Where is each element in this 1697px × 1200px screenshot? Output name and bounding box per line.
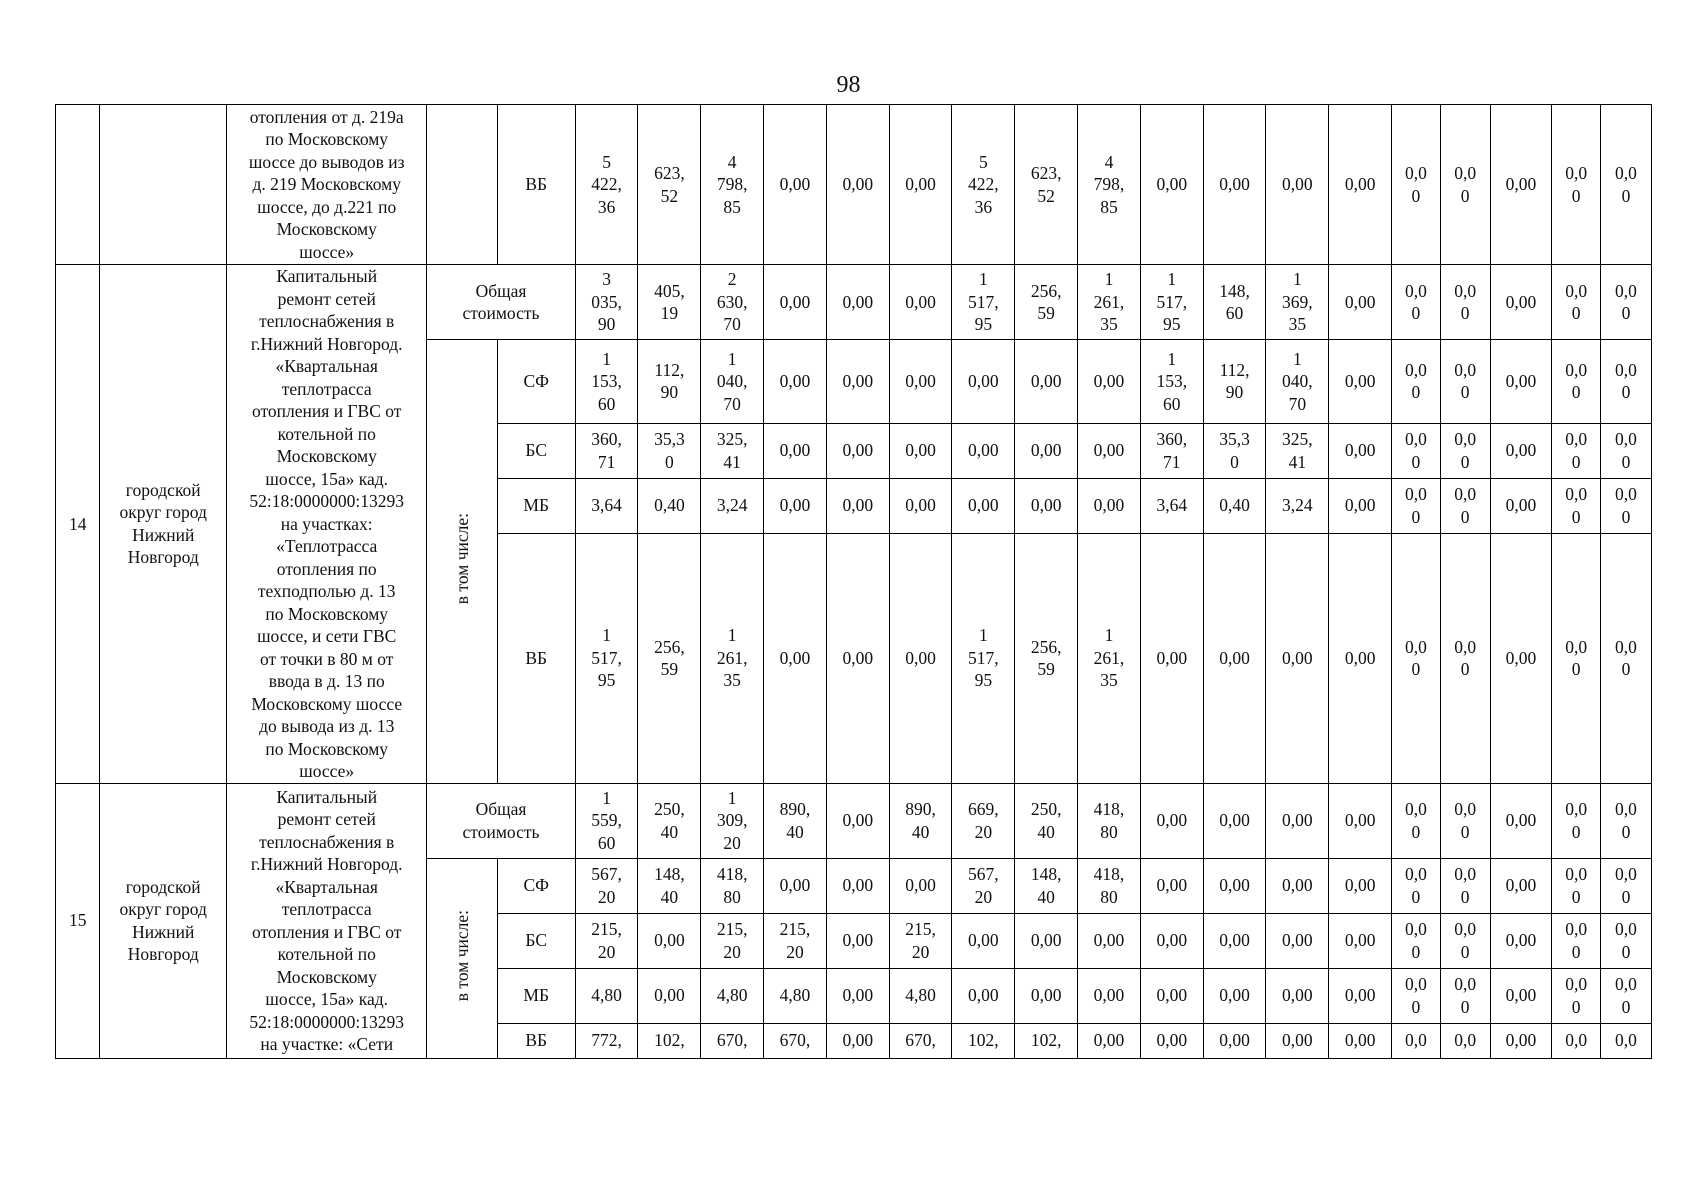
value-cell: 1 517, 95 — [1140, 265, 1203, 340]
value-cell: 0,00 — [952, 423, 1015, 478]
including-label-cell — [427, 858, 497, 1058]
funding-source-cell: БС — [497, 913, 575, 968]
value-cell: 890, 40 — [889, 783, 952, 858]
value-cell: 405, 19 — [638, 265, 701, 340]
value-cell: 0,00 — [1140, 105, 1203, 265]
value-cell: 0,00 — [826, 105, 889, 265]
value-cell: 0,0 0 — [1440, 478, 1490, 533]
value-cell: 1 517, 95 — [575, 533, 638, 783]
value-cell: 0,40 — [638, 478, 701, 533]
value-cell: 0,0 0 — [1392, 340, 1441, 424]
value-cell: 0,00 — [889, 105, 952, 265]
value-cell: 0,00 — [1266, 105, 1329, 265]
value-cell: 669, 20 — [952, 783, 1015, 858]
value-cell: 623, 52 — [638, 105, 701, 265]
table-body — [56, 105, 1652, 1059]
value-cell: 1 517, 95 — [952, 265, 1015, 340]
value-cell: 0,00 — [1266, 533, 1329, 783]
funding-source-cell: БС — [497, 423, 575, 478]
value-cell: 0,00 — [826, 478, 889, 533]
value-cell: 1 040, 70 — [701, 340, 764, 424]
value-cell: 0,00 — [1266, 858, 1329, 913]
value-cell: 0,00 — [826, 783, 889, 858]
value-cell: 148, 60 — [1203, 265, 1266, 340]
value-cell: 0,00 — [1329, 423, 1392, 478]
value-cell: 0,00 — [1490, 1023, 1552, 1058]
value-cell: 0,00 — [1490, 423, 1552, 478]
value-cell: 0,00 — [1490, 478, 1552, 533]
value-cell: 0,0 0 — [1552, 783, 1601, 858]
value-cell: 0,0 0 — [1552, 423, 1601, 478]
breakdown-label-cell — [427, 105, 497, 265]
value-cell: 0,00 — [889, 340, 952, 424]
value-cell: 0,0 0 — [1600, 478, 1651, 533]
value-cell: 418, 80 — [1078, 783, 1141, 858]
value-cell: 0,0 0 — [1552, 968, 1601, 1023]
value-cell: 0,00 — [1490, 858, 1552, 913]
value-cell: 1 261, 35 — [701, 533, 764, 783]
value-cell: 0,00 — [1140, 913, 1203, 968]
value-cell: 0,00 — [1140, 533, 1203, 783]
value-cell: 0,00 — [764, 478, 827, 533]
value-cell: 0,00 — [1140, 1023, 1203, 1058]
value-cell: 0,00 — [826, 423, 889, 478]
value-cell: 0,00 — [826, 913, 889, 968]
value-cell: 0,00 — [1203, 968, 1266, 1023]
value-cell: 4,80 — [701, 968, 764, 1023]
value-cell: 1 517, 95 — [952, 533, 1015, 783]
value-cell: 0,0 0 — [1552, 913, 1601, 968]
value-cell: 0,0 0 — [1552, 858, 1601, 913]
municipality-cell: городской округ город Нижний Новгород — [100, 783, 227, 1058]
value-cell: 0,00 — [1329, 105, 1392, 265]
value-cell: 3,24 — [701, 478, 764, 533]
value-cell: 325, 41 — [1266, 423, 1329, 478]
value-cell: 0,00 — [1203, 105, 1266, 265]
value-cell: 1 369, 35 — [1266, 265, 1329, 340]
value-cell: 0,00 — [1329, 340, 1392, 424]
value-cell: 0,00 — [1078, 1023, 1141, 1058]
value-cell: 5 422, 36 — [575, 105, 638, 265]
value-cell: 0,00 — [1490, 533, 1552, 783]
value-cell: 0,00 — [764, 423, 827, 478]
value-cell: 148, 40 — [1015, 858, 1078, 913]
value-cell: 1 559, 60 — [575, 783, 638, 858]
value-cell: 215, 20 — [575, 913, 638, 968]
value-cell: 5 422, 36 — [952, 105, 1015, 265]
value-cell: 0,0 0 — [1392, 968, 1441, 1023]
value-cell: 360, 71 — [575, 423, 638, 478]
value-cell: 0,0 0 — [1440, 340, 1490, 424]
value-cell: 0,0 — [1552, 1023, 1601, 1058]
value-cell: 0,0 0 — [1392, 478, 1441, 533]
value-cell: 0,00 — [1203, 913, 1266, 968]
total-cost-label-cell: Общая стоимость — [427, 783, 575, 858]
value-cell: 112, 90 — [1203, 340, 1266, 424]
value-cell: 0,00 — [1078, 968, 1141, 1023]
value-cell: 0,0 0 — [1392, 423, 1441, 478]
value-cell: 0,00 — [638, 968, 701, 1023]
value-cell: 360, 71 — [1140, 423, 1203, 478]
value-cell: 0,0 — [1392, 1023, 1441, 1058]
municipality-cell: городской округ город Нижний Новгород — [100, 265, 227, 784]
value-cell: 0,00 — [1078, 340, 1141, 424]
value-cell: 0,00 — [1078, 423, 1141, 478]
value-cell: 0,00 — [1329, 1023, 1392, 1058]
value-cell: 0,00 — [1329, 858, 1392, 913]
value-cell: 0,00 — [826, 858, 889, 913]
object-description-cell: Капитальный ремонт сетей теплоснабжения в г.Нижний Новгород. «Квартальная теплотрасса отопления и ГВС от котельной по Московскому шоссе, 15а» кад. 52:18:0000000:13293 на участке: «Сети — [227, 783, 427, 1058]
value-cell: 4,80 — [764, 968, 827, 1023]
table-row — [56, 783, 1652, 858]
value-cell: 0,00 — [1490, 340, 1552, 424]
value-cell: 0,00 — [1203, 858, 1266, 913]
value-cell: 148, 40 — [638, 858, 701, 913]
funding-source-cell: МБ — [497, 968, 575, 1023]
value-cell: 0,00 — [1015, 423, 1078, 478]
value-cell: 0,0 0 — [1600, 105, 1651, 265]
value-cell: 0,00 — [1329, 478, 1392, 533]
value-cell: 3,64 — [575, 478, 638, 533]
value-cell: 3,64 — [1140, 478, 1203, 533]
value-cell: 0,00 — [1329, 968, 1392, 1023]
value-cell: 0,0 0 — [1600, 265, 1651, 340]
value-cell: 0,0 0 — [1600, 783, 1651, 858]
value-cell: 0,00 — [1490, 783, 1552, 858]
funding-source-cell: ВБ — [497, 105, 575, 265]
value-cell: 1 153, 60 — [1140, 340, 1203, 424]
value-cell: 0,00 — [826, 340, 889, 424]
including-label: в том числе: — [451, 909, 472, 1001]
value-cell: 0,0 0 — [1440, 533, 1490, 783]
value-cell: 0,0 0 — [1440, 105, 1490, 265]
value-cell: 1 040, 70 — [1266, 340, 1329, 424]
value-cell: 0,00 — [889, 265, 952, 340]
value-cell: 215, 20 — [764, 913, 827, 968]
value-cell: 0,00 — [1329, 783, 1392, 858]
value-cell: 0,0 0 — [1600, 340, 1651, 424]
value-cell: 112, 90 — [638, 340, 701, 424]
funding-source-cell: ВБ — [497, 533, 575, 783]
value-cell: 4 798, 85 — [1078, 105, 1141, 265]
value-cell: 0,00 — [889, 478, 952, 533]
value-cell: 102, — [638, 1023, 701, 1058]
including-label-cell — [427, 340, 497, 784]
value-cell: 0,00 — [764, 858, 827, 913]
value-cell: 0,0 0 — [1552, 105, 1601, 265]
value-cell: 1 261, 35 — [1078, 265, 1141, 340]
value-cell: 0,00 — [1329, 913, 1392, 968]
value-cell: 3,24 — [1266, 478, 1329, 533]
value-cell: 670, — [889, 1023, 952, 1058]
value-cell: 1 309, 20 — [701, 783, 764, 858]
value-cell: 0,0 0 — [1392, 913, 1441, 968]
value-cell: 0,0 0 — [1600, 913, 1651, 968]
value-cell: 0,0 — [1600, 1023, 1651, 1058]
value-cell: 0,0 0 — [1392, 105, 1441, 265]
value-cell: 0,0 0 — [1600, 423, 1651, 478]
value-cell: 0,00 — [1078, 478, 1141, 533]
row-number-cell: 15 — [56, 783, 100, 1058]
value-cell: 256, 59 — [1015, 265, 1078, 340]
value-cell: 567, 20 — [575, 858, 638, 913]
value-cell: 0,00 — [826, 1023, 889, 1058]
funding-source-cell: СФ — [497, 858, 575, 913]
value-cell: 0,00 — [1015, 968, 1078, 1023]
value-cell: 0,00 — [826, 968, 889, 1023]
page-number: 98 — [836, 72, 861, 98]
value-cell: 0,00 — [1266, 913, 1329, 968]
value-cell: 670, — [764, 1023, 827, 1058]
table-row — [56, 265, 1652, 340]
value-cell: 0,0 0 — [1392, 265, 1441, 340]
total-cost-label-cell: Общая стоимость — [427, 265, 575, 340]
value-cell: 0,00 — [1015, 478, 1078, 533]
value-cell: 0,00 — [1015, 913, 1078, 968]
value-cell: 0,00 — [1329, 265, 1392, 340]
value-cell: 623, 52 — [1015, 105, 1078, 265]
value-cell: 0,00 — [1490, 265, 1552, 340]
value-cell: 3 035, 90 — [575, 265, 638, 340]
value-cell: 0,00 — [889, 533, 952, 783]
value-cell: 0,0 0 — [1552, 265, 1601, 340]
value-cell: 0,00 — [1266, 783, 1329, 858]
value-cell: 670, — [701, 1023, 764, 1058]
value-cell: 772, — [575, 1023, 638, 1058]
value-cell: 325, 41 — [701, 423, 764, 478]
value-cell: 0,00 — [952, 968, 1015, 1023]
value-cell: 35,3 0 — [1203, 423, 1266, 478]
value-cell: 4 798, 85 — [701, 105, 764, 265]
value-cell: 102, — [952, 1023, 1015, 1058]
value-cell: 256, 59 — [638, 533, 701, 783]
value-cell: 0,00 — [1140, 783, 1203, 858]
value-cell: 0,00 — [638, 913, 701, 968]
value-cell: 0,00 — [889, 858, 952, 913]
value-cell: 250, 40 — [1015, 783, 1078, 858]
value-cell: 0,00 — [1203, 783, 1266, 858]
value-cell: 0,0 0 — [1392, 858, 1441, 913]
object-description-cell: Капитальный ремонт сетей теплоснабжения в г.Нижний Новгород. «Квартальная теплотрасса отопления и ГВС от котельной по Московскому шоссе, 15а» кад. 52:18:0000000:13293 на участках: «Теплотрасса отопления по техподполью д. 13 по Московскому шоссе, и сети ГВС от точки в 80 м от ввода в д. 13 по Московскому шоссе до вывода из д. 13 по Московскому шоссе» — [227, 265, 427, 784]
funding-source-cell: МБ — [497, 478, 575, 533]
value-cell: 215, 20 — [701, 913, 764, 968]
value-cell: 215, 20 — [889, 913, 952, 968]
value-cell: 256, 59 — [1015, 533, 1078, 783]
value-cell: 0,00 — [1266, 1023, 1329, 1058]
value-cell: 0,00 — [826, 265, 889, 340]
funding-source-cell: СФ — [497, 340, 575, 424]
value-cell: 0,0 0 — [1552, 533, 1601, 783]
value-cell: 0,0 0 — [1440, 265, 1490, 340]
including-label: в том числе: — [451, 512, 472, 605]
row-number-cell: 14 — [56, 265, 100, 784]
value-cell: 0,00 — [952, 478, 1015, 533]
value-cell: 0,00 — [1490, 913, 1552, 968]
value-cell: 418, 80 — [701, 858, 764, 913]
value-cell: 890, 40 — [764, 783, 827, 858]
value-cell: 0,00 — [1140, 968, 1203, 1023]
value-cell: 0,0 0 — [1600, 858, 1651, 913]
value-cell: 0,0 0 — [1552, 478, 1601, 533]
value-cell: 0,0 0 — [1440, 913, 1490, 968]
value-cell: 4,80 — [889, 968, 952, 1023]
value-cell: 0,00 — [1015, 340, 1078, 424]
value-cell: 0,0 0 — [1440, 968, 1490, 1023]
value-cell: 0,40 — [1203, 478, 1266, 533]
value-cell: 0,0 0 — [1392, 783, 1441, 858]
value-cell: 0,00 — [952, 913, 1015, 968]
value-cell: 0,00 — [1203, 1023, 1266, 1058]
value-cell: 0,0 0 — [1552, 340, 1601, 424]
value-cell: 2 630, 70 — [701, 265, 764, 340]
value-cell: 0,00 — [1140, 858, 1203, 913]
value-cell: 0,00 — [764, 340, 827, 424]
value-cell: 0,0 0 — [1600, 533, 1651, 783]
value-cell: 0,00 — [1490, 968, 1552, 1023]
value-cell: 567, 20 — [952, 858, 1015, 913]
value-cell: 0,00 — [764, 265, 827, 340]
budget-table — [55, 104, 1652, 1059]
funding-source-cell: ВБ — [497, 1023, 575, 1058]
value-cell: 250, 40 — [638, 783, 701, 858]
row-number-cell — [56, 105, 100, 265]
value-cell: 0,0 0 — [1392, 533, 1441, 783]
object-description-cell: отопления от д. 219а по Московскому шоссе до выводов из д. 219 Московскому шоссе, до д.221 по Московскому шоссе» — [227, 105, 427, 265]
table-row — [56, 105, 1652, 265]
value-cell: 0,00 — [889, 423, 952, 478]
value-cell: 0,00 — [1266, 968, 1329, 1023]
value-cell: 0,00 — [764, 105, 827, 265]
value-cell: 0,0 — [1440, 1023, 1490, 1058]
value-cell: 0,0 0 — [1440, 423, 1490, 478]
value-cell: 4,80 — [575, 968, 638, 1023]
value-cell: 0,0 0 — [1440, 783, 1490, 858]
value-cell: 0,00 — [826, 533, 889, 783]
value-cell: 0,0 0 — [1600, 968, 1651, 1023]
value-cell: 0,00 — [952, 340, 1015, 424]
value-cell: 0,00 — [1490, 105, 1552, 265]
value-cell: 0,00 — [1203, 533, 1266, 783]
value-cell: 0,00 — [764, 533, 827, 783]
value-cell: 1 153, 60 — [575, 340, 638, 424]
value-cell: 0,0 0 — [1440, 858, 1490, 913]
value-cell: 102, — [1015, 1023, 1078, 1058]
value-cell: 0,00 — [1078, 913, 1141, 968]
value-cell: 0,00 — [1329, 533, 1392, 783]
municipality-cell — [100, 105, 227, 265]
value-cell: 1 261, 35 — [1078, 533, 1141, 783]
value-cell: 35,3 0 — [638, 423, 701, 478]
value-cell: 418, 80 — [1078, 858, 1141, 913]
